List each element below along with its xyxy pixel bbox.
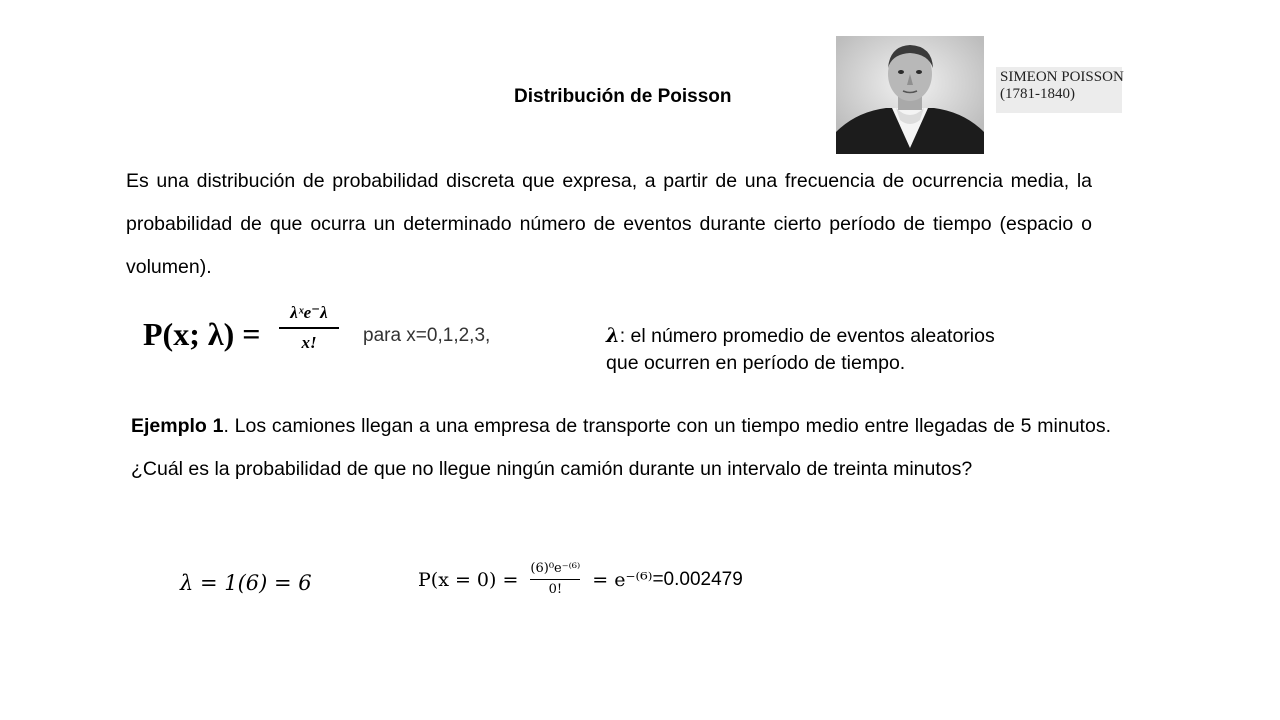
poisson-formula (143, 302, 343, 366)
prob-fraction (530, 560, 580, 599)
prob-frac-numerator: (6)⁰e⁻⁽⁶⁾ (530, 561, 581, 576)
formula-domain: para x=0,1,2,3, (363, 325, 491, 346)
lambda-calc-text: λ = 1(6) = 6 (180, 571, 312, 595)
prob-equals-exp: = e⁻⁽⁶⁾ (592, 568, 653, 591)
portrait-drawing (836, 36, 984, 154)
intro-paragraph: Es una distribución de probabilidad discreta que expresa, a partir de una frecuencia de ocurrencia media, la probabilidad de que ocurra un determinado número de eventos durante cierto período de tiempo (espacio o volumen). (126, 170, 1092, 278)
lambda-definition (606, 322, 995, 377)
prob-fraction-bar (530, 579, 580, 580)
prob-result: =0.002479 (652, 568, 743, 590)
caption-name: SIMEON POISSON (1000, 69, 1124, 85)
probability-calculation (418, 560, 743, 610)
formula-lhs: P(x; λ) = (143, 316, 261, 352)
formula-numerator: λˣe⁻λ (290, 303, 328, 322)
lambda-calculation (180, 571, 312, 595)
example-paragraph (131, 405, 1111, 491)
prob-frac-denominator: 0! (548, 582, 563, 597)
lambda-def-line1: : el número promedio de eventos aleatorios (619, 325, 995, 347)
example-label: Ejemplo 1 (131, 415, 224, 437)
portrait-caption (996, 67, 1122, 113)
caption-years: (1781-1840) (1000, 86, 1075, 102)
prob-lhs: P(x = 0) = (418, 568, 519, 591)
example-text: . Los camiones llegan a una empresa de transporte con un tiempo medio entre llegadas de 5 minutos. ¿Cuál es la probabilidad de que no llegue ningún camión durante un intervalo de treinta minutos? (131, 415, 1111, 480)
portrait-image (836, 36, 984, 154)
fraction-bar (279, 327, 339, 329)
lambda-symbol: λ (606, 324, 620, 347)
formula-denominator: x! (301, 333, 317, 352)
lambda-def-line2: que ocurren en período de tiempo. (606, 352, 906, 374)
formula-fraction (277, 302, 341, 354)
page-title: Distribución de Poisson (514, 86, 732, 107)
